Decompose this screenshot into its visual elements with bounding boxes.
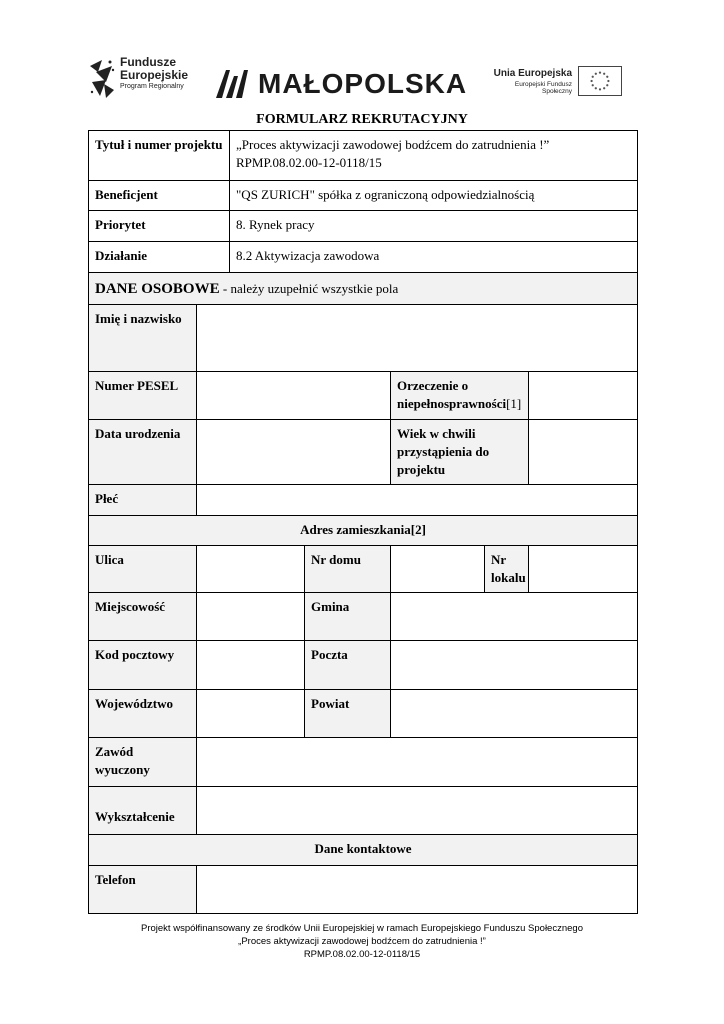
voivodeship-field[interactable] — [197, 690, 305, 738]
pesel-field[interactable] — [197, 372, 391, 420]
malopolska-logo — [214, 64, 468, 104]
beneficiary-value: "QS ZURICH" spółka z ograniczoną odpowiedzialnością — [230, 181, 638, 211]
unia-europejska-logo — [484, 62, 629, 98]
postcode-row — [89, 641, 638, 690]
age-field[interactable] — [529, 420, 638, 485]
beneficiary-row — [89, 181, 638, 211]
disability-field[interactable] — [529, 372, 638, 420]
education-row — [89, 787, 638, 835]
page-footer — [88, 922, 636, 961]
priority-row — [89, 211, 638, 242]
age-label: Wiek w chwili przystąpienia do projektu — [391, 420, 529, 485]
flat-number-label: Nr lokalu — [485, 546, 529, 593]
profession-label: Zawód wyuczony — [89, 738, 197, 787]
ue-line1: Unia Europejska — [493, 68, 572, 79]
project-number: RPMP.08.02.00-12-0118/15 — [236, 155, 382, 170]
profession-field[interactable] — [197, 738, 638, 787]
voivodeship-label: Województwo — [89, 690, 197, 738]
fundusze-europejskie-logo — [88, 54, 218, 104]
personal-data-section-row — [89, 273, 638, 305]
city-field[interactable] — [197, 593, 305, 641]
name-label: Imię i nazwisko — [89, 305, 197, 372]
project-title-line1: „Proces aktywizacji zawodowej bodźcem do zatrudnienia !” — [236, 137, 550, 152]
project-title-label: Tytuł i numer projektu — [89, 131, 230, 181]
footer-line2: „Proces aktywizacji zawodowej bodźcem do zatrudnienia !” — [238, 936, 486, 947]
pesel-row — [89, 372, 638, 420]
address-section-title: Adres zamieszkania[2] — [89, 516, 638, 546]
project-title-row — [89, 131, 638, 181]
beneficiary-label: Beneficjent — [89, 181, 230, 211]
street-field[interactable] — [197, 546, 305, 593]
disability-label-text: Orzeczenie o niepełnosprawności — [397, 378, 507, 411]
commune-field[interactable] — [391, 593, 638, 641]
birth-date-field[interactable] — [197, 420, 391, 485]
action-value: 8.2 Aktywizacja zawodowa — [230, 242, 638, 273]
city-row — [89, 593, 638, 641]
flat-number-field[interactable] — [529, 546, 638, 593]
fundusze-europejskie-text — [120, 56, 188, 91]
footer-line1: Projekt współfinansowany ze środków Unii Europejskiej w ramach Europejskiego Funduszu Społecznego — [141, 923, 583, 934]
gender-label: Płeć — [89, 485, 197, 516]
post-office-field[interactable] — [391, 641, 638, 690]
gender-field[interactable] — [197, 485, 638, 516]
document-title: FORMULARZ REKRUTACYJNY — [256, 112, 468, 127]
priority-label: Priorytet — [89, 211, 230, 242]
city-label: Miejscowość — [89, 593, 197, 641]
postcode-field[interactable] — [197, 641, 305, 690]
personal-data-note: - należy uzupełnić wszystkie pola — [219, 280, 399, 296]
project-title-value — [230, 131, 638, 181]
address-section-row — [89, 516, 638, 546]
street-row — [89, 546, 638, 593]
priority-value: 8. Rynek pracy — [230, 211, 638, 242]
phone-field[interactable] — [197, 866, 638, 914]
personal-data-heading: DANE OSOBOWE — [95, 280, 220, 297]
footer-line3: RPMP.08.02.00-12-0118/15 — [303, 949, 421, 960]
profession-row — [89, 738, 638, 787]
house-number-field[interactable] — [391, 546, 485, 593]
house-number-label: Nr domu — [305, 546, 391, 593]
education-field[interactable] — [197, 787, 638, 835]
gender-row — [89, 485, 638, 516]
street-label: Ulica — [89, 546, 197, 593]
disability-label — [391, 372, 529, 420]
voivodeship-row — [89, 690, 638, 738]
county-label: Powiat — [305, 690, 391, 738]
malopolska-wordmark: MAŁOPOLSKA — [258, 68, 468, 99]
action-label: Działanie — [89, 242, 230, 273]
unia-europejska-text — [484, 68, 572, 95]
name-field[interactable] — [197, 305, 638, 372]
malopolska-mark-icon — [214, 66, 254, 100]
county-field[interactable] — [391, 690, 638, 738]
phone-label: Telefon — [89, 866, 197, 914]
birth-date-label: Data urodzenia — [89, 420, 197, 485]
disability-footnote-ref: [1] — [506, 396, 522, 411]
action-row — [89, 242, 638, 273]
education-label: Wykształcenie — [89, 787, 197, 835]
post-office-label: Poczta — [305, 641, 391, 690]
commune-label: Gmina — [305, 593, 391, 641]
birth-date-row — [89, 420, 638, 485]
fe-line1: Fundusze — [120, 55, 176, 69]
phone-row — [89, 866, 638, 914]
eu-flag-icon — [578, 66, 622, 96]
recruitment-form — [88, 130, 638, 914]
fe-line2: Europejskie — [120, 67, 189, 82]
ue-line2: Europejski Fundusz Społeczny — [514, 81, 572, 96]
fe-line3: Program Regionalny — [120, 83, 184, 91]
name-row — [89, 305, 638, 372]
postcode-label: Kod pocztowy — [89, 641, 197, 690]
personal-data-section — [89, 273, 638, 305]
logo-bar — [88, 50, 628, 106]
contact-section-title: Dane kontaktowe — [89, 835, 638, 866]
contact-section-row — [89, 835, 638, 866]
fundusze-europejskie-mark-icon — [88, 56, 116, 100]
pesel-label: Numer PESEL — [89, 372, 197, 420]
